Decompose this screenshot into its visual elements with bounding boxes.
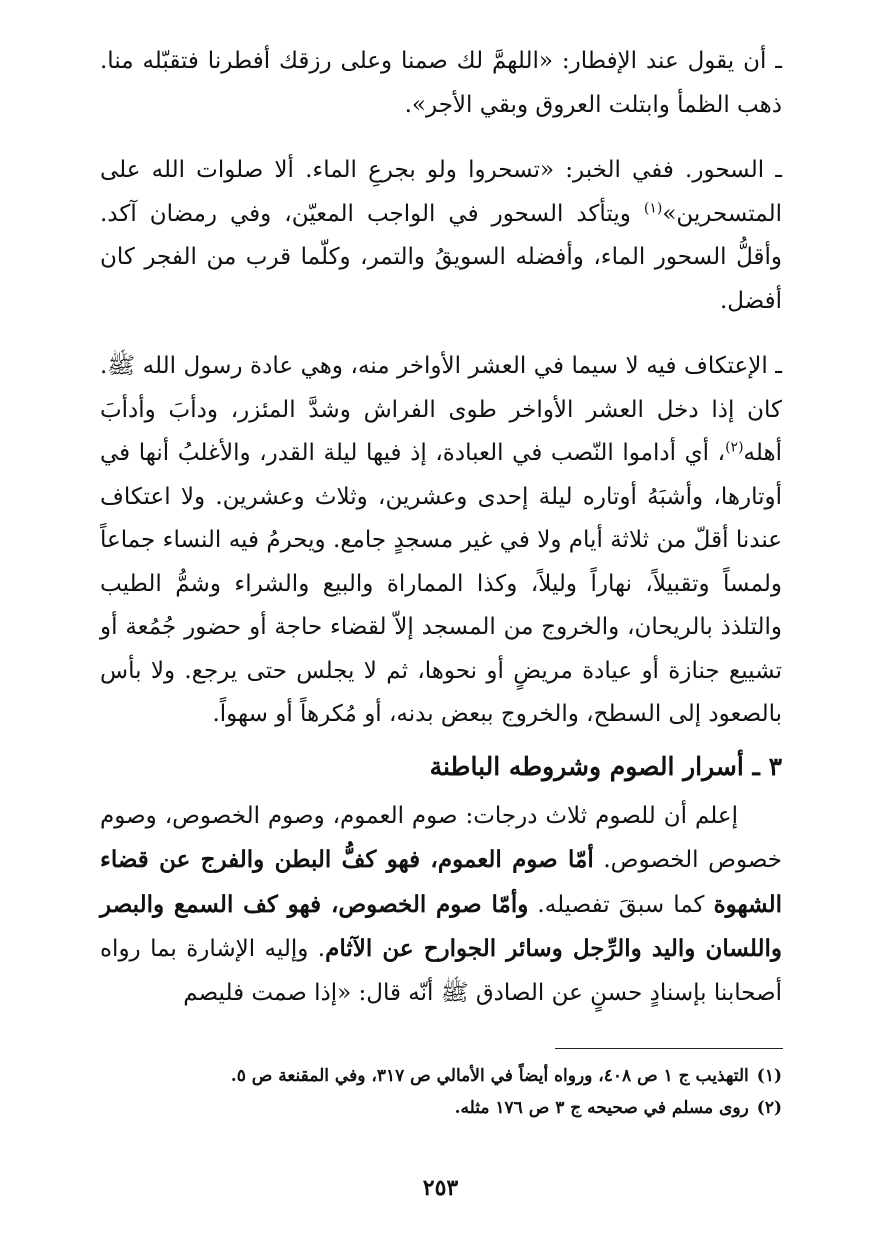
paragraph-iftar: [100, 40, 782, 127]
footnote-ref-1: (١): [643, 199, 663, 216]
suhur-rest-text: ويتأكد السحور في الواجب المعيّن، وفي رمضان آكد. وأقلُّ السحور الماء، وأفضله السويقُ والتمر، وكلّما قرب من الفجر كان أفضل.: [100, 200, 782, 314]
general-fast-bold: أمّا صوم العموم، فهو كفُّ البطن والفرج عن قضاء الشهوة: [100, 846, 783, 918]
footnote-2: [100, 1092, 782, 1124]
page-body: [100, 40, 782, 1015]
itikaf-text-b: ، أي أداموا النّصب في العبادة، إذ فيها ليلة القدر، والأغلبُ أنها في أوتارها، وأشبَهُ أوتاره ليلة إحدى وعشرين، وثلاث وعشرين. ولا اعتكاف عندنا أقلّ من ثلاثة أيام ولا في غير مسجدٍ جامع. ويحرمُ فيه النساء جماعاً ولمساً وتقبيلاً، نهاراً وليلاً، وكذا المماراة والبيع والشراء وشمُّ الطيب والتلذذ بالريحان، والخروج من المسجد إلاّ لقضاء حاجة أو حضور جُمُعة أو تشييع جنازة أو عيادة مريضٍ أو نحوها، ثم لا يجلس حتى يرجع. ولا بأس بالصعود إلى السطح، والخروج ببعض بدنه، أو مُكرهاً أو سهواً.: [100, 440, 782, 727]
section-heading: ٣ ـ أسرار الصوم وشروطه الباطنة: [429, 751, 782, 781]
footnote-divider: [555, 1048, 783, 1049]
degrees-intro: إعلم أن للصوم ثلاث درجات: صوم العموم، وصوم الخصوص، وصوم خصوص الخصوص.: [100, 802, 783, 873]
footnote-1: [100, 1060, 782, 1092]
footnotes: [100, 1060, 782, 1124]
iftar-text: ـ أن يقول عند الإفطار: «اللهمَّ لك صمنا وعلى رزقك أفطرنا فتقبّله منا. ذهب الظمأ وابتلت العروق وبقي الأجر».: [100, 48, 782, 118]
suhur-text: ـ السحور. ففي الخبر: «تسحروا ولو بجرعِ الماء. ألا صلوات الله على المتسحرين»: [100, 157, 782, 227]
paragraph-fasting-degrees: [100, 795, 782, 1016]
footnote-1-number: (١): [756, 1066, 782, 1086]
degrees-end: . وإليه الإشارة بما رواه أصحابنا بإسنادٍ حسنٍ عن الصادق ﷺ أنّه قال: «إذا صمت فليصم: [100, 936, 782, 1006]
degrees-mid: كما سبقَ تفصيله.: [528, 891, 714, 918]
footnote-2-text: روى مسلم في صحيحه ج ٣ ص ١٧٦ مثله.: [454, 1098, 749, 1118]
footnote-2-number: (٢): [756, 1098, 782, 1118]
page-number: ٢٥٣: [422, 1175, 459, 1201]
paragraph-suhur: [100, 149, 782, 323]
footnote-1-text: التهذيب ج ١ ص ٤٠٨، ورواه أيضاً في الأمالي ص ٣١٧، وفي المقنعة ص ٥.: [230, 1066, 749, 1086]
paragraph-itikaf: [100, 345, 782, 737]
footnote-ref-2: (٢): [725, 439, 744, 456]
itikaf-text-a: ـ الإعتكاف فيه لا سيما في العشر الأواخر منه، وهي عادة رسول الله ﷺ. كان إذا دخل العشر الأواخر طوى الفراش وشدَّ المئزر، ودأبَ وأدأبَ أهله: [100, 353, 782, 466]
special-fast-bold: وأمّا صوم الخصوص، فهو كف السمع والبصر واللسان واليد والرِّجل وسائر الجوارح عن الآثام: [100, 890, 782, 962]
